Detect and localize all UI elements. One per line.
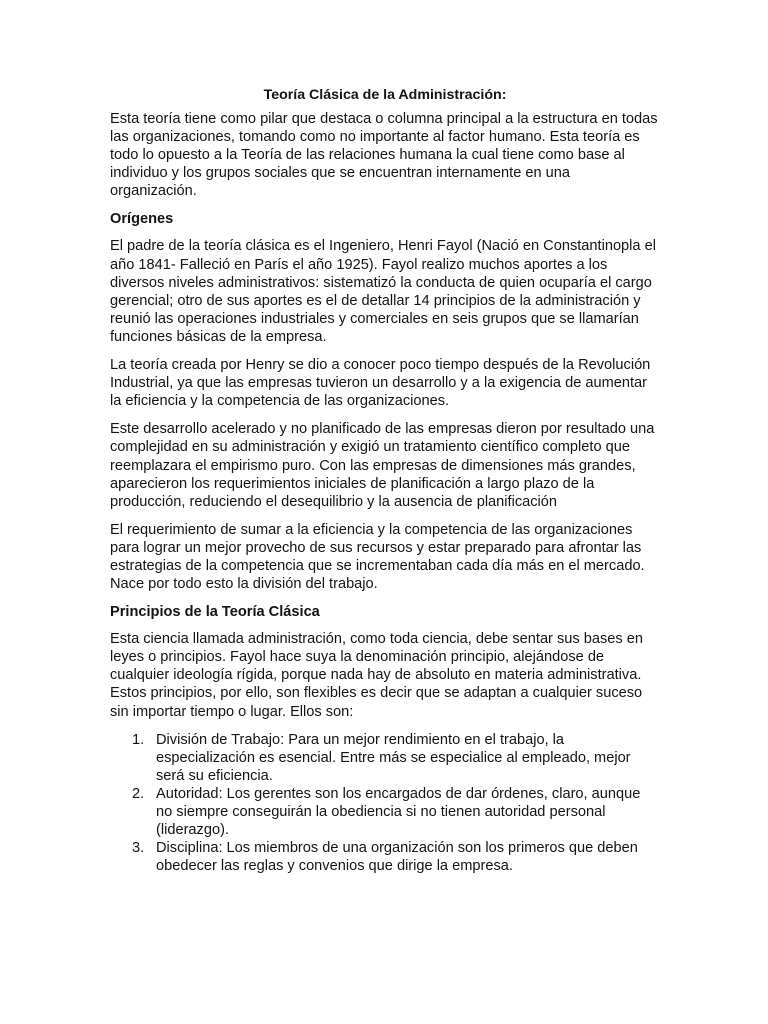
list-item — [110, 839, 660, 875]
origins-paragraph-3: Este desarrollo acelerado y no planificado de las empresas dieron por resultado una complejidad en su administración y exigió un tratamiento científico completo que reemplazara el empirismo puro. Con las empresas de dimensiones más grandes, aparecieron los requerimientos iniciales de planificación a largo plazo de la producción, reduciendo el desequilibrio y la ausencia de planificación — [110, 421, 655, 510]
origins-paragraph-2: La teoría creada por Henry se dio a conocer poco tiempo después de la Revolución Industrial, ya que las empresas tuvieron un desarrollo y a la exigencia de aumentar la eficiencia y la competencia de las organizaciones. — [110, 357, 651, 410]
origins-paragraph-4: El requerimiento de sumar a la eficiencia y la competencia de las organizaciones para lograr un mejor provecho de sus recursos y estar preparado para afrontar las estrategias de la competencia que se incrementaban cada día más en el mercado. Nace por todo esto la división del trabajo. — [110, 521, 645, 593]
list-item-text: Disciplina: Los miembros de una organización son los primeros que deben obedecer las reglas y convenios que dirige la empresa. — [156, 840, 638, 875]
list-item — [110, 731, 660, 785]
principles-intro-paragraph: Esta ciencia llamada administración, como toda ciencia, debe sentar sus bases en leyes o principios. Fayol hace suya la denominación principio, alejándose de cualquier ideología rígida, porque nada hay de absoluto en materia administrativa. Estos principios, por ello, son flexibles es decir que se adaptan a cualquier suceso sin importar tiempo o lugar. Ellos son: — [110, 631, 643, 720]
intro-paragraph: Esta teoría tiene como pilar que destaca o columna principal a la estructura en todas las organizaciones, tomando como no importante al factor humano. Esta teoría es todo lo opuesto a la Teoría de las relaciones humana la cual tiene como base al individuo y los grupos sociales que se encuentran internamente en una organización. — [110, 111, 658, 200]
principles-heading: Principios de la Teoría Clásica — [110, 604, 320, 621]
list-item-number: 1. — [132, 731, 145, 748]
list-item-text: División de Trabajo: Para un mejor rendimiento en el trabajo, la especialización es esencial. Entre más se especialice al empleado, mejor será su eficiencia. — [156, 731, 631, 784]
document-title: Teoría Clásica de la Administración: — [263, 87, 507, 103]
list-item-number: 3. — [132, 840, 145, 857]
list-item-number: 2. — [132, 785, 145, 802]
principles-list — [110, 731, 660, 876]
list-item — [110, 785, 660, 839]
origins-heading: Orígenes — [110, 211, 174, 228]
list-item-text: Autoridad: Los gerentes son los encargados de dar órdenes, claro, aunque no siempre conseguirán la obediencia si no tienen autoridad personal (liderazgo). — [156, 785, 641, 839]
origins-paragraph-1: El padre de la teoría clásica es el Ingeniero, Henri Fayol (Nació en Constantinopla el año 1841- Falleció en París el año 1925). Fayol realizo muchos aportes a los diversos niveles administrativos: sistematizó la conducta de quien ocuparía el cargo gerencial; otro de sus aportes es el de detallar 14 principios de la administración y reunió las operaciones industriales y comerciales en seis grupos que se llamarían funciones básicas de la empresa. — [110, 238, 656, 345]
